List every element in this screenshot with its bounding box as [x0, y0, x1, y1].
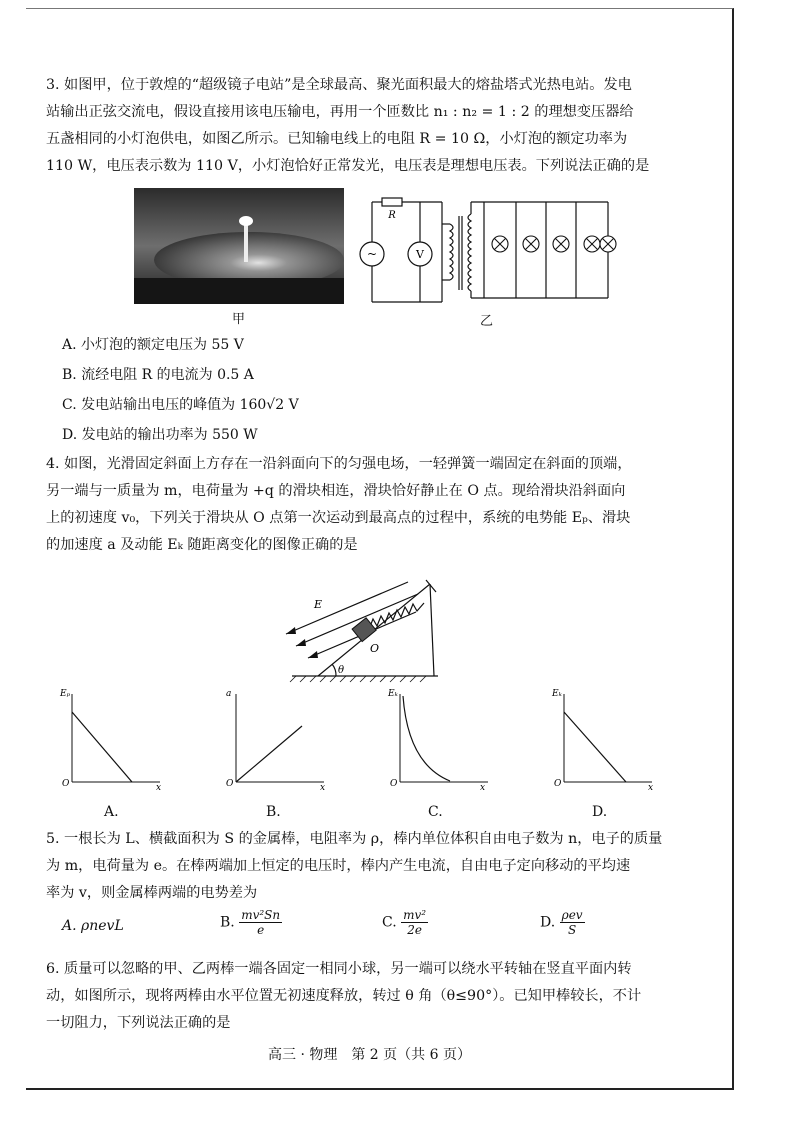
q6-line: 6. 质量可以忽略的甲、乙两棒一端各固定一相同小球，另一端可以绕水平转轴在竖直平面内转: [46, 961, 632, 977]
graph-d-option: D.: [592, 804, 608, 820]
fig-label-jia: 甲: [232, 312, 246, 327]
q3-line: 站输出正弦交流电，假设直接用该电压输电，再用一个匝数比 n₁ : n₂ = 1 : 2 的理想变压器给: [46, 104, 634, 120]
graph-b-ylabel: a: [226, 689, 232, 699]
q6-line: 一切阻力，下列说法正确的是: [46, 1015, 231, 1031]
q6-line: 动，如图所示，现将两棒由水平位置无初速度释放，转过 θ 角（θ≤90°）。已知甲棒较长，不计: [46, 988, 642, 1004]
q3-option-b: B. 流经电阻 R 的电流为 0.5 A: [62, 367, 254, 383]
lamp-icon: [523, 236, 539, 252]
q4-line: 4. 如图，光滑固定斜面上方存在一沿斜面向下的匀强电场，一轻弹簧一端固定在斜面的顶端，: [46, 456, 632, 472]
field-label: E: [314, 598, 323, 611]
fig-label-yi: 乙: [480, 314, 494, 329]
resistor-label: R: [388, 210, 396, 221]
graph-b-xlabel: x: [320, 783, 326, 790]
graph-d-ylabel: Eₖ: [552, 689, 562, 699]
q5-option-b: [220, 908, 282, 937]
transformer-circuit: [356, 194, 618, 306]
graph-d-curve: [564, 712, 626, 782]
q5-option-c-prefix: C.: [382, 914, 397, 931]
q3-line: 110 W，电压表示数为 110 V，小灯泡恰好正常发光，电压表是理想电压表。下列说法正确的是: [46, 158, 650, 174]
q3-option-a: A. 小灯泡的额定电压为 55 V: [62, 337, 244, 353]
graph-b-origin: O: [226, 779, 234, 789]
q5-option-a: A. ρnevL: [62, 918, 124, 934]
q5-line: 率为 v，则金属棒两端的电势差为: [46, 885, 258, 901]
incline-figure: [278, 572, 448, 688]
q5-option-b-denominator: e: [257, 923, 265, 937]
graph-a-origin: O: [62, 779, 70, 789]
point-o-label: O: [370, 642, 380, 655]
q5-option-d-prefix: D.: [540, 914, 556, 931]
voltmeter-label: V: [416, 248, 424, 261]
resistor-r: [382, 198, 402, 206]
q5-option-d-numerator: ρev: [561, 908, 583, 922]
q5-option-b-fraction: [239, 908, 282, 937]
q5-line: 为 m，电荷量为 e。在棒两端加上恒定的电压时，棒内产生电流，自由电子定向移动的平均速: [46, 858, 631, 874]
graph-c-xlabel: x: [480, 783, 486, 790]
q5-option-b-numerator: mv²Sn: [241, 908, 281, 922]
graph-c-origin: O: [390, 779, 398, 789]
q5-option-c: [382, 908, 428, 937]
q5-option-b-prefix: B.: [220, 914, 235, 931]
graph-c: [384, 686, 492, 790]
q3-option-c: C. 发电站输出电压的峰值为 160√2 V: [62, 397, 299, 413]
graph-a: [56, 686, 164, 790]
question-3: [46, 72, 649, 180]
q5-option-d-denominator: S: [567, 923, 577, 937]
graph-b: [220, 686, 328, 790]
angle-label: θ: [338, 665, 345, 676]
graph-d-origin: O: [554, 779, 562, 789]
question-6: [46, 956, 641, 1037]
q5-option-c-numerator: mv²: [403, 908, 427, 922]
q3-line: 五盏相同的小灯泡供电，如图乙所示。已知输电线上的电阻 R = 10 Ω，小灯泡的额定功率为: [46, 131, 628, 147]
q4-line: 上的初速度 v₀，下列关于滑块从 O 点第一次运动到最高点的过程中，系统的电势能 Eₚ、滑块: [46, 510, 631, 526]
graph-c-ylabel: Eₖ: [388, 689, 398, 699]
q4-line: 另一端与一质量为 m，电荷量为 +q 的滑块相连，滑块恰好静止在 O 点。现给滑块沿斜面向: [46, 483, 626, 499]
lamp-icon: [492, 236, 508, 252]
q5-option-c-fraction: [401, 908, 428, 937]
question-5: [46, 826, 662, 907]
q4-line: 的加速度 a 及动能 Eₖ 随距离变化的图像正确的是: [46, 537, 358, 553]
lamp-icon: [584, 236, 600, 252]
graph-d: [548, 686, 656, 790]
q5-option-c-denominator: 2e: [407, 923, 422, 937]
graph-a-option: A.: [104, 804, 119, 820]
graph-b-curve: [236, 726, 302, 782]
question-4: [46, 451, 632, 559]
solar-station-photo: [134, 188, 344, 304]
graph-c-option: C.: [428, 804, 443, 820]
q5-line: 5. 一根长为 L、横截面积为 S 的金属棒，电阻率为 ρ，棒内单位体积自由电子数为 n，电子的质量: [46, 831, 663, 847]
graph-c-curve: [403, 696, 450, 781]
q5-option-d: [540, 908, 585, 937]
q3-option-d: D. 发电站的输出功率为 550 W: [62, 427, 258, 443]
graph-a-ylabel: Eₚ: [60, 689, 71, 699]
lamp-icon: [600, 236, 616, 252]
graph-a-curve: [72, 712, 132, 782]
q5-option-d-fraction: [560, 908, 585, 937]
graph-b-option: B.: [266, 804, 281, 820]
page-footer: 高三 · 物理 第 2 页（共 6 页）: [268, 1047, 471, 1063]
source-symbol: ~: [366, 247, 378, 261]
q3-line: 3. 如图甲，位于敦煌的“超级镜子电站”是全球最高、聚光面积最大的熔盐塔式光热电站。发电: [46, 77, 632, 93]
graph-a-xlabel: x: [156, 783, 162, 790]
graph-d-xlabel: x: [648, 783, 654, 790]
lamp-icon: [553, 236, 569, 252]
